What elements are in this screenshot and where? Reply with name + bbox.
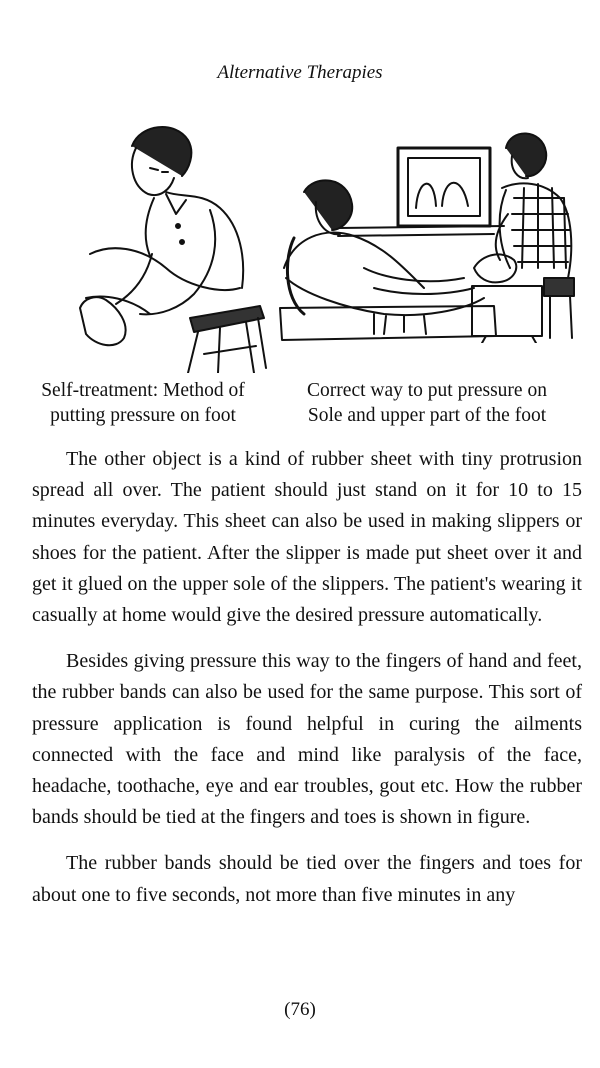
paragraph-rubber-sheet: The other object is a kind of rubber sheet with tiny protrusion spread all over. The patient should just stand on it for 10 to 15 minutes everyday. This sheet can also be used in making slippers or shoes for the patient. After the slipper is made put sheet over it and get it glued on the upper sole of the slippers. The patient's wearing it casually at home would give the desired pressure automatically. xyxy=(32,448,582,627)
caption-right-line1: Correct way to put pressure on xyxy=(307,380,547,401)
caption-left xyxy=(28,378,258,428)
caption-left-line1: Self-treatment: Method of xyxy=(41,380,245,401)
body-text xyxy=(32,444,582,926)
caption-right-line2: Sole and upper part of the foot xyxy=(307,405,547,426)
running-header: Alternative Therapies xyxy=(217,62,383,83)
paragraph-tying-duration: The rubber bands should be tied over the fingers and toes for about one to five seconds, not more than five minutes in any xyxy=(32,852,582,906)
self-treatment-illustration xyxy=(70,118,280,373)
therapist-illustration xyxy=(274,118,580,343)
caption-left-line2: putting pressure on foot xyxy=(50,405,236,426)
paragraph-rubber-bands: Besides giving pressure this way to the fingers of hand and feet, the rubber bands can also be used for the same purpose. This sort of pressure application is found helpful in curing the ailments connected with the face and mind like paralysis of the face, headache, toothache, eye and ear troubles, gout etc. How the rubber bands should be tied at the fingers and toes is shown in figure. xyxy=(32,650,582,829)
figures-row xyxy=(30,118,580,373)
caption-right xyxy=(296,378,558,428)
page-number: (76) xyxy=(284,999,316,1020)
